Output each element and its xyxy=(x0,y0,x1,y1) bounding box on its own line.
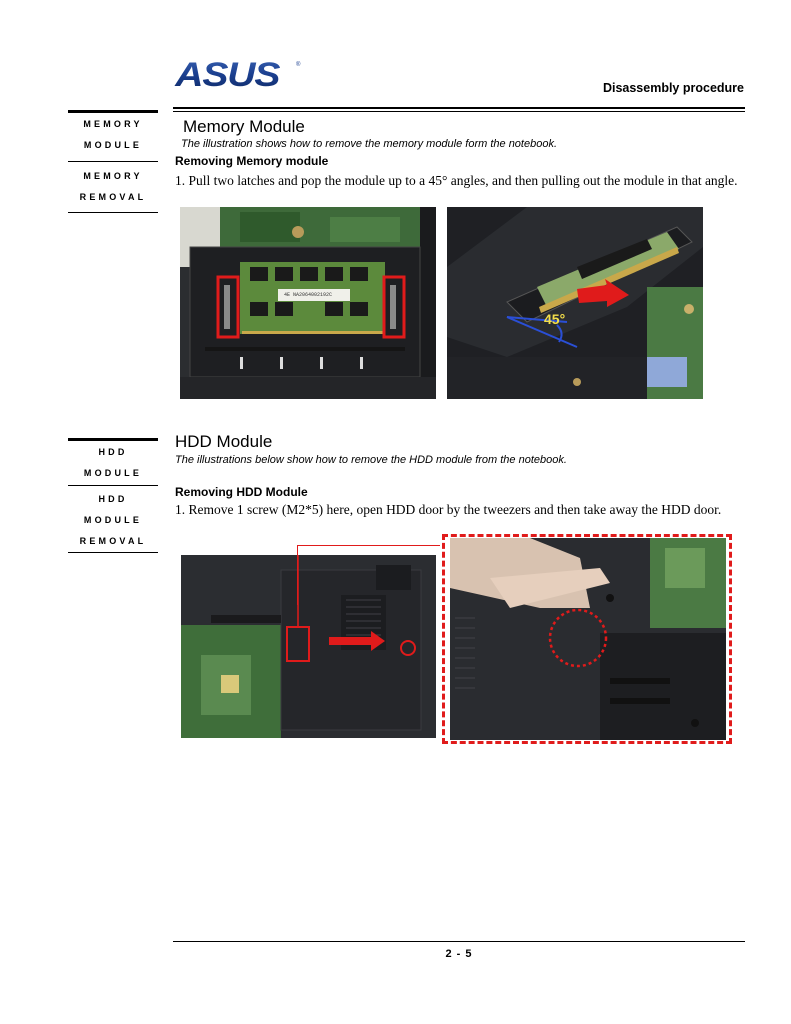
step-text-memory: 1. Pull two latches and pop the module up to a 45° angles, and then pulling out the module in that angle. xyxy=(175,173,738,188)
sidebar-rule xyxy=(68,552,158,553)
callout-line xyxy=(297,545,440,546)
header-rule-thin xyxy=(173,111,745,112)
section-title-memory: Memory Module xyxy=(183,117,305,136)
section-subtitle-hdd: The illustrations below show how to remove the HDD module from the notebook. xyxy=(175,454,567,466)
sidebar-rule xyxy=(68,485,158,486)
sidebar-label-memory: MEMORY MODULE xyxy=(83,119,143,150)
sidebar-rule xyxy=(68,161,158,162)
sidebar-rule xyxy=(68,438,158,441)
memory-label-text: 4E NA2064002192C xyxy=(284,292,333,298)
step-heading-hdd: Removing HDD Module xyxy=(175,485,308,499)
step-heading-memory: Removing Memory module xyxy=(175,154,329,168)
sidebar-label-hdd-removal: HDD MODULE REMOVAL xyxy=(79,494,147,546)
memory-photo-latches xyxy=(180,207,436,399)
callout-line xyxy=(297,545,298,605)
sidebar-label-memory-removal: MEMORY REMOVAL xyxy=(79,171,147,202)
page-number: 2 - 5 xyxy=(445,948,473,960)
footer-rule xyxy=(173,941,745,942)
hdd-photo-overview xyxy=(181,555,436,738)
memory-photo-angle xyxy=(447,207,703,399)
header-section-title: Disassembly procedure xyxy=(602,81,744,95)
section-title-hdd: HDD Module xyxy=(175,432,273,451)
asus-logo xyxy=(173,58,303,92)
sidebar-label-hdd: HDD MODULE xyxy=(83,447,143,478)
svg-text:®: ® xyxy=(296,62,301,68)
angle-label: 45° xyxy=(544,311,566,327)
step-text-hdd: 1. Remove 1 screw (M2*5) here, open HDD door by the tweezers and then take away the HDD door. xyxy=(175,502,722,517)
sidebar-rule xyxy=(68,110,158,113)
sidebar-rule xyxy=(68,212,158,213)
svg-text:ASUS: ASUS xyxy=(175,58,280,92)
section-subtitle-memory: The illustration shows how to remove the memory module form the notebook. xyxy=(181,138,558,150)
header-rule xyxy=(173,107,745,109)
hdd-photo-zoom xyxy=(450,538,726,740)
